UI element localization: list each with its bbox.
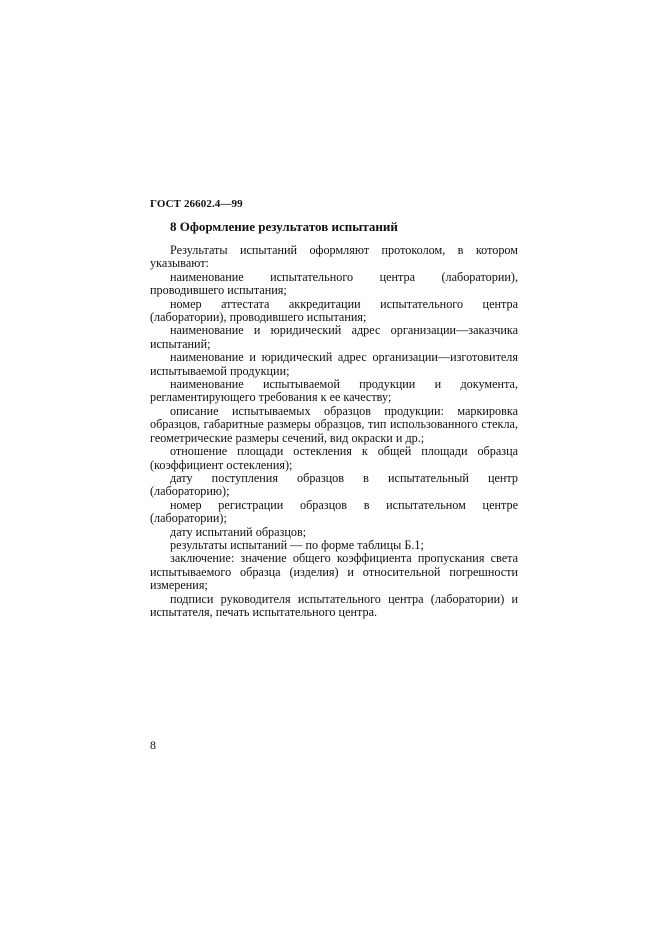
list-item-glazing-ratio: отношение площади остекления к общей площади образца (коэффициент остекления); [150, 444, 518, 472]
list-item-manufacturer: наименование и юридический адрес организации—изготовителя испытываемой продукции; [150, 350, 518, 378]
list-item-registration-number: номер регистрации образцов в испытательном центре (лаборатории); [150, 497, 518, 526]
page-number: 8 [150, 738, 156, 752]
list-item-signatures: подписи руководителя испытательного центра (лаборатории) и испытателя, печать испытательного центра. [150, 591, 518, 619]
section-body [150, 244, 518, 619]
list-item-test-results: результаты испытаний — по форме таблицы Б.1; [170, 537, 424, 552]
list-item-customer: наименование и юридический адрес организации—заказчика испытаний; [150, 323, 518, 351]
list-item-sample-description: описание испытываемых образцов продукции: маркировка образцов, габаритные размеры образцов, тип использованного стекла, геометрические размеры сечений, вид окраски и др.; [150, 403, 518, 445]
section-title: 8 Оформление результатов испытаний [170, 219, 398, 234]
list-item-accreditation-number: номер аттестата аккредитации испытательного центра (лаборатории), проводившего испытания; [150, 296, 518, 325]
list-item-receipt-date: дату поступления образцов в испытательный центр (лабораторию); [150, 470, 518, 499]
list-item-product-name: наименование испытываемой продукции и документа, регламентирующего требования к ее качеству; [150, 377, 518, 405]
list-item-test-center-name: наименование испытательного центра (лаборатории), проводившего испытания; [150, 269, 518, 298]
paragraph-intro: Результаты испытаний оформляют протоколом, в котором указывают: [150, 243, 518, 271]
list-item-test-date: дату испытаний образцов; [170, 524, 307, 539]
list-item-conclusion: заключение: значение общего коэффициента пропускания света испытываемого образца (изделия) и относительной погрешности измерения; [150, 551, 518, 593]
document-code: ГОСТ 26602.4—99 [150, 198, 243, 210]
